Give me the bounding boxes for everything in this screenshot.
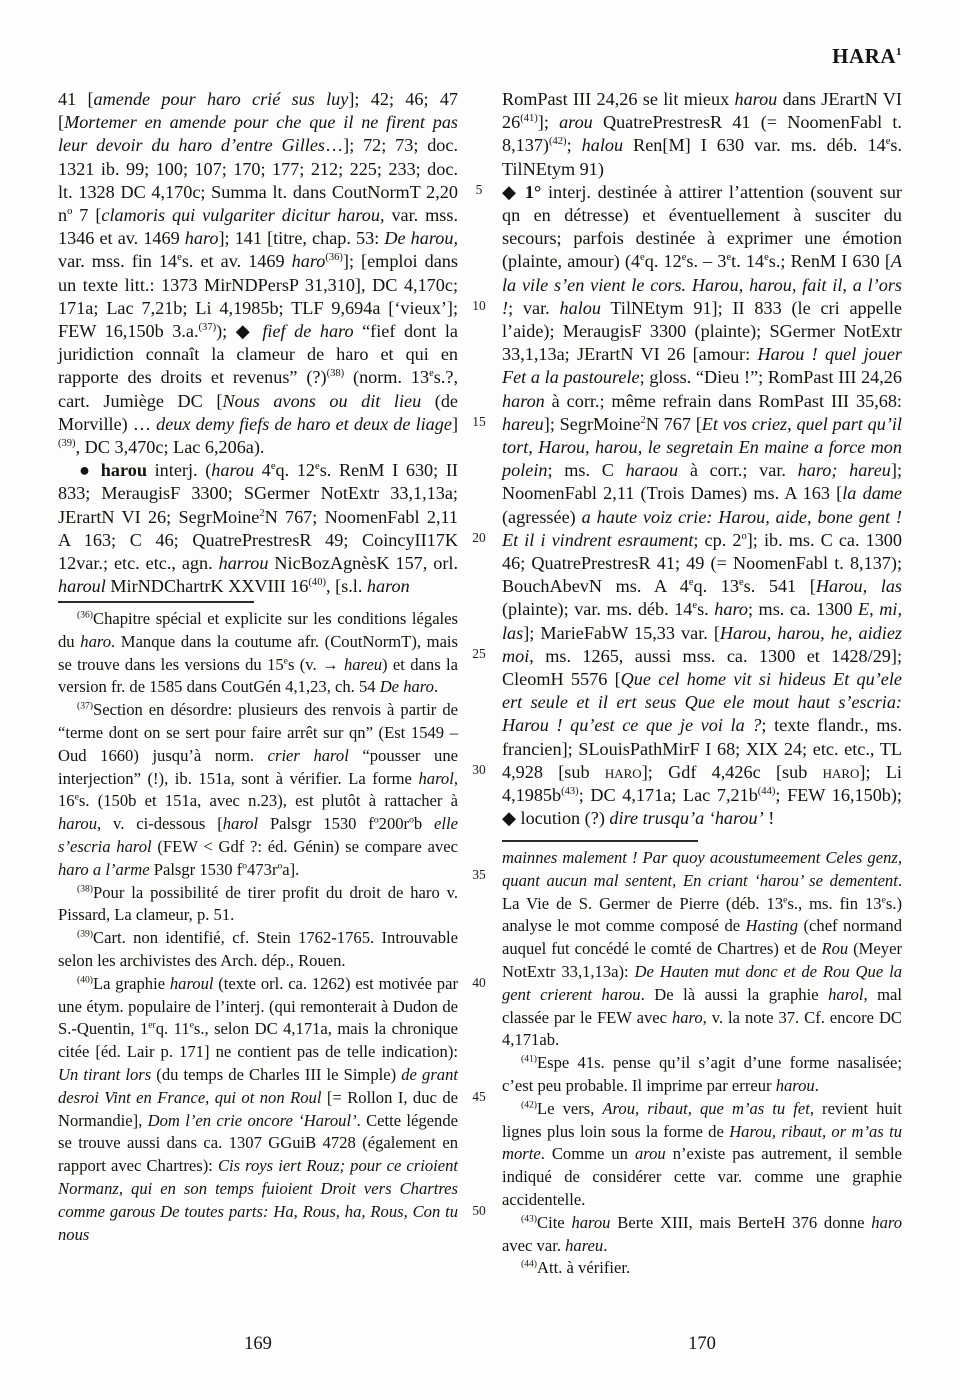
footnote-42: $^{(42)}$Le vers, Arou, ribaut, que m’as tu fet, revient huit lignes plus loin sous la forme de Harou, ribaut, or m’as tu morte. Comme un arou n’existe pas autrement, il semble indiqué de considérer cette var. comme une graphie accidentelle.	[502, 1098, 903, 1209]
gutter-line-number-35: 35	[472, 867, 486, 882]
right-paragraph-continuation: RomPast III 24,26 se lit mieux harou dans JErartN VI 26$^{(41)}$]; arou QuatrePrestresR 41 (= NoomenFabl t. 8,137)$^{(42)}$; halou Ren[M] I 630 var. ms. déb. 14es. TilNEtym 91)	[502, 89, 902, 179]
entry-headword: HARA	[832, 44, 896, 68]
left-paragraph-continuation: 41 [amende pour haro crié sus luy]; 42; 46; 47 [Mortemer en amende pour che que il ne firent pas leur devoir du haro d’entre Gilles…]; 72; 73; doc. 1321 ib. 99; 100; 107; 170; 177; 212; 225; 233; doc. lt. 1328 DC 4,170c; Summa lt. dans CoutNormT 2,20 $n^o$ 7 [clamoris qui vulgariter dicitur harou, var. mss. 1346 et av. 1469 haro]; 141 [titre, chap. 53: De harou, var. mss. fin 14es. et av. 1469 haro$^{(36)}$]; [emploi dans un texte litt.: 1373 MirNDPersP 31,310], DC 4,170c; 171a; Lac 7,21b; Li 4,1985b; TLF 9,694a [‘vieux’]; FEW 16,150b 3.a.$^{(37)}$); ◆ fief de haro “fief dont la juridiction connaît la clameur de haro et qui en rapporte des droits et revenus” (?)$^{(38)}$ (norm. 13es.?, cart. Jumiège DC [Nous avons ou dit lieu (de Morville) … deux demy fiefs de haro et deux de liage]$^{(39)}$, DC 3,470c; Lac 6,206a).	[58, 89, 459, 458]
footnote-41: $^{(41)}$Espe 41s. pense qu’il s’agit d’une forme nasalisée; c’est peu probable. Il imprime par erreur harou.	[502, 1053, 902, 1095]
page-title	[502, 44, 902, 69]
right-paragraph-sense-1: ◆ 1° interj. destinée à attirer l’attention (souvent sur qn en détresse) et éventuellement à susciter du secours; parfois destinée à exprimer une émotion (plainte, amour) (4eq. 12es. – 3et. 14es.; RenM I 630 [A la vile s’en vient le cors. Harou, harou, fait il, a l’ors !; var. halou TilNEtym 91]; II 833 (le cri appelle l’aide); MeraugisF 3300 (plainte); SGermer NotExtr 33,1,13a; JErartN VI 26 [amour: Harou ! quel jouer Fet a la pastourele; gloss. “Dieu !”; RomPast III 24,26 haron à corr.; même refrain dans RomPast III 35,68: hareu]; SegrMoine$^2$N 767 [Et vos criez, quel part qu’il tort, Harou, harou, le segretain En maine a force mon polein; ms. C haraou à corr.; var. haro; hareu]; NoomenFabl 2,11 (Trois Dames) ms. A 163 [la dame (agressée) a haute voiz crie: Harou, aide, bone gent ! Et il i vindrent esraument; cp. 2$^o$]; ib. ms. C ca. 1300 46; QuatrePrestresR 41; 49 (= NoomenFabl t. 8,137); BouchAbevN ms. A 4eq. 13es. 541 [Harou, las (plainte); var. ms. déb. 14es. haro; ms. ca. 1300 E, mi, las]; MarieFabW 15,33 var. [Harou, harou, he, aidiez moi, ms. 1265, aussi mss. ca. 1300 et 1428/29]; CleomH 5576 [Que cel home vit si hideus Et qu’ele ert seule et il ert seus Que ele mout haut s’escria: Harou ! qu’est ce que je voi la ?; texte flandr., ms. francien]; SLouisPathMirF I 68; XIX 24; etc. etc., TL 4,928 [sub haro]; Gdf 4,426c [sub haro]; Li $4,1985b^{(43)}$; DC 4,171a; Lac $7,21b^{(44)}$; FEW 16,150b); ◆ locution (?) dire trusqu’a ‘harou’ !	[502, 181, 903, 829]
gutter-line-number-30: 30	[472, 762, 486, 777]
footnote-divider-right	[502, 840, 698, 842]
gutter-line-number-5: 5	[475, 182, 483, 197]
footnote-37: $^{(37)}$Section en désordre: plusieurs des renvois à partir de “terme dont on se sert pour faire arrêt sur qn” (Est 1549 – Oud 1660) jusqu’à norm. crier harol “pousser une interjection” (!), ib. 151a, sont à vérifier. La forme harol, 16es. (150b et 151a, avec n.23), est plutôt à rattacher à harou, v. ci-dessous [harol Palsgr 1530 $f^o200r^ob$ elle s’escria harol (FEW < Gdf ?: éd. Génin) se compare avec haro a l’arme Palsgr 1530 $f^o473r^oa$].	[58, 700, 458, 879]
gutter-line-number-15: 15	[472, 414, 486, 429]
footnote-40: $^{(40)}$La graphie haroul (texte orl. ca. 1262) est motivée par une étym. populaire de l’interj. (qui remonterait à Dudon de S.-Quentin, 1erq. 11es., selon DC 4,171a, mais la chronique citée [éd. Lair p. 171] ne contient pas de telle indication): Un tirant lors (du temps de Charles III le Simple) de grant desroi Vint en France, qui ot non Roul [= Rollon I, duc de Normandie], Dom l’en crie oncore ‘Haroul’. Cette légende se trouve aussi dans ca. 1307 GGuiB 4728 (également en rapport avec Chartres): Cis roys iert Rouz; pour ce crioient Normanz, qui en son temps fuioient Droit vers Chartres comme garous De toutes parts: Ha, Rous, ha, Rous, Con tu nous	[58, 973, 459, 1244]
footnote-43: $^{(43)}$Cite harou Berte XIII, mais BerteH 376 donne haro avec var. hareu.	[502, 1212, 902, 1255]
footnote-40-continuation: mainnes malement ! Par quoy acoustumeement Celes genz, quant aucun mal sentent, En criant ‘harou’ se dementent. La Vie de S. Germer de Pierre (déb. 13es., ms. fin 13es.) analyse le mot comme composé de Hasting (chef normand auquel fut concédé le comté de Chartres) et de Rou (Meyer NotExtr 33,1,13a): De Hauten mut donc et de Rou Que la gent crierent harou. De là aussi la graphie harol, mal classée par le FEW avec haro, v. la note 37. Cf. encore DC 4,171ab.	[502, 848, 902, 1050]
footnotes-left	[58, 601, 458, 1246]
footnote-divider-left	[58, 601, 254, 603]
footnote-39: $^{(39)}$Cart. non identifié, cf. Stein 1762-1765. Introuvable selon les archivistes des Arch. dép., Rouen.	[58, 928, 458, 970]
entry-headword-superscript: 1	[896, 46, 902, 58]
left-paragraph-harou-entry: ● harou interj. (harou 4eq. 12es. RenM I 630; II 833; MeraugisF 3300; SGermer NotExtr 33,1,13a; JErartN VI 26; SegrMoine$^2$N 767; NoomenFabl 2,11 A 163; C 46; QuatrePrestresR 49; CoincyII17K 12var.; etc. etc., agn. harrou NicBozAgnèsK 157, orl. haroul MirNDChartrK XXVIII 16$^{(40)}$, [s.l. haron	[58, 460, 458, 597]
page-number-right: 170	[688, 1334, 716, 1354]
gutter-line-number-10: 10	[472, 298, 486, 313]
gutter-line-number-25: 25	[472, 646, 486, 661]
column-right	[502, 88, 902, 831]
footnote-36: $^{(36)}$Chapitre spécial et explicite sur les conditions légales du haro. Manque dans la coutume afr. (CoutNormT), mais se trouve dans les versions du 15es (v. → hareu) et dans la version fr. de 1585 dans CoutGén 4,1,23, ch. 54 De haro.	[58, 609, 458, 697]
gutter-line-number-45: 45	[472, 1089, 486, 1104]
footnote-44: $^{(44)}$Att. à vérifier.	[521, 1258, 631, 1278]
footnote-38: $^{(38)}$Pour la possibilité de tirer profit du droit de haro v. Pissard, La clameur, p. 51.	[58, 882, 458, 925]
footnotes-right	[502, 840, 902, 1280]
page-number-left: 169	[244, 1334, 272, 1354]
gutter-line-number-40: 40	[472, 975, 486, 990]
column-left	[58, 88, 458, 598]
gutter-line-number-20: 20	[472, 530, 486, 545]
gutter-line-number-50: 50	[472, 1203, 486, 1218]
